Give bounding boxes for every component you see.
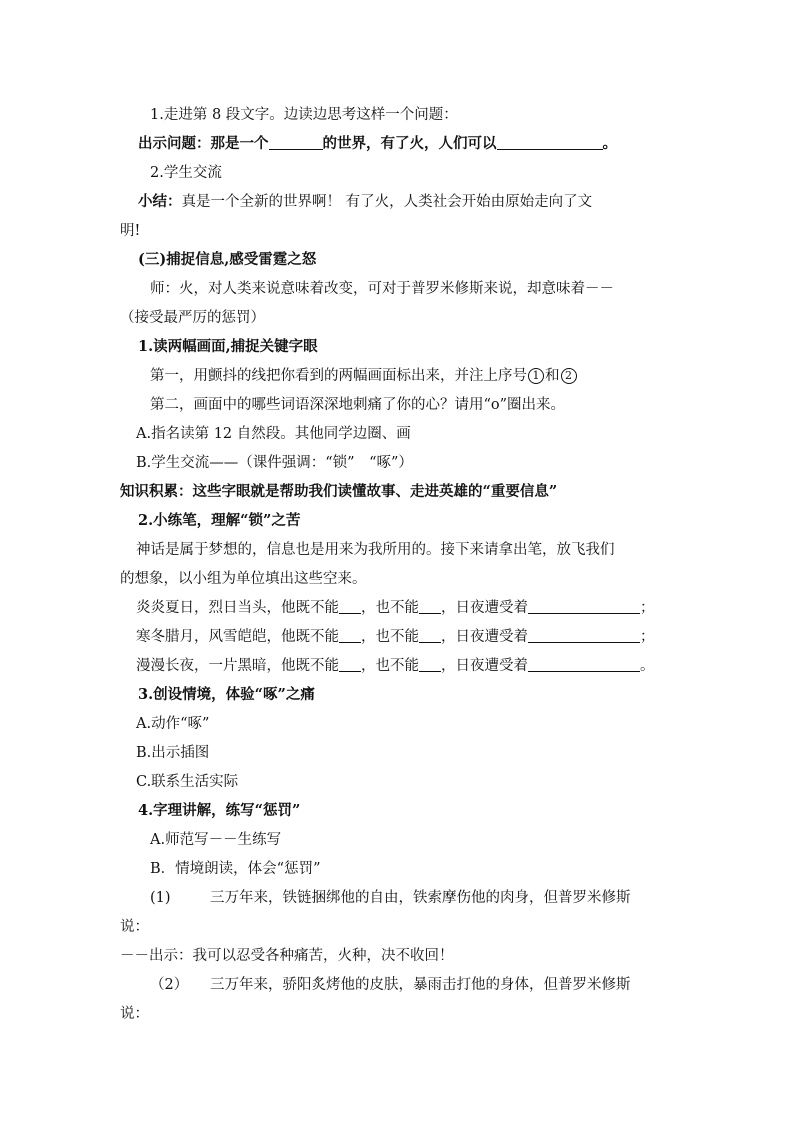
blank (339, 599, 361, 614)
blank (497, 135, 603, 150)
item-b: B.学生交流——（课件强调：“锁” “啄”） (136, 455, 413, 471)
quote-2-number: （2） (150, 977, 189, 993)
row-text: ，日夜遭受着 (441, 658, 528, 674)
item-4b: B．情境朗读，体会“惩罚” (150, 861, 321, 877)
summary-label: 小结： (138, 193, 182, 210)
section-3-heading: (三)捕捉信息,感受雷霆之怒 (138, 251, 317, 268)
quote-1-text: 三万年来，铁链捆绑他的自由，铁索摩伤他的肉身，但普罗米修斯 (210, 890, 631, 906)
circled-number-1: 1 (528, 368, 544, 384)
question-part-1: 出示问题：那是一个 (138, 135, 269, 152)
quote-1-display: －－出示：我可以忍受各种痛苦，火种，决不收回！ (120, 948, 454, 964)
row-text: ，也不能 (361, 629, 419, 645)
blank (419, 628, 441, 643)
row-text: ，也不能 (361, 658, 419, 674)
quote-1-said: 说： (120, 919, 149, 935)
blank (528, 599, 640, 614)
fill-row-winter (136, 627, 696, 647)
blank (419, 599, 441, 614)
circled-number-2: 2 (561, 368, 577, 384)
subheading-2: 2.小练笔，理解“锁”之苦 (138, 512, 301, 529)
item-a: A.指名读第 12 自然段。其他同学边圈、画 (136, 426, 411, 442)
step-1-text: 1.走进第 8 段文字。边读边思考这样一个问题： (150, 107, 458, 123)
question-line (138, 134, 698, 154)
subheading-3: 3.创设情境，体验“啄”之痛 (138, 686, 315, 703)
quote-2-said: 说： (120, 1006, 149, 1022)
blank (269, 135, 323, 150)
first-instruction-text: 第一，用颤抖的线把你看到的两幅画面标出来，并注上序号 (150, 368, 527, 384)
fill-row-night (136, 656, 696, 676)
teacher-line-1: 师：火，对人类来说意味着改变，可对于普罗米修斯来说，却意味着－－ (150, 281, 614, 297)
blank (419, 657, 441, 672)
subheading-4: 4.字理讲解，练写“惩罚” (138, 802, 301, 819)
row-text: 漫漫长夜，一片黑暗，他既不能 (136, 658, 339, 674)
row-text: 。 (640, 658, 655, 674)
knowledge-note: 知识积累：这些字眼就是帮助我们读懂故事、走进英雄的“重要信息” (120, 483, 558, 500)
subheading-1: 1.读两幅画面,捕捉关键字眼 (138, 338, 318, 355)
question-part-2: 的世界，有了火，人们可以 (322, 135, 497, 152)
myth-paragraph-2: 的想象，以小组为单位填出这些空来。 (120, 571, 367, 587)
item-3a: A.动作“啄” (136, 716, 210, 732)
item-4a: A.师范写－－生练写 (150, 832, 282, 848)
blank (528, 628, 640, 643)
row-text: 寒冬腊月，风雪皑皑，他既不能 (136, 629, 339, 645)
summary-text: 真是一个全新的世界啊！ 有了火，人类社会开始由原始走向了文 (181, 194, 593, 210)
and-text: 和 (545, 368, 560, 384)
blank (528, 657, 640, 672)
myth-paragraph-1: 神话是属于梦想的，信息也是用来为我所用的。接下来请拿出笔，放飞我们 (136, 542, 615, 558)
row-text: ； (640, 600, 655, 616)
first-instruction (150, 366, 710, 386)
row-text: 炎炎夏日，烈日当头，他既不能 (136, 600, 339, 616)
teacher-line-2: （接受最严厉的惩罚） (120, 310, 265, 326)
row-text: ； (640, 629, 655, 645)
quote-1-number: (1) (150, 890, 171, 906)
quote-2-text: 三万年来，骄阳炙烤他的皮肤，暴雨击打他的身体，但普罗米修斯 (210, 977, 631, 993)
second-instruction: 第二，画面中的哪些词语深深地刺痛了你的心？请用“o”圈出来。 (150, 397, 566, 413)
summary-line-1 (138, 192, 698, 212)
fill-row-summer (136, 598, 696, 618)
row-text: ，也不能 (361, 600, 419, 616)
blank (339, 657, 361, 672)
question-part-3: 。 (602, 135, 617, 152)
row-text: ，日夜遭受着 (441, 600, 528, 616)
item-3b: B.出示插图 (136, 745, 210, 761)
item-3c: C.联系生活实际 (136, 774, 239, 790)
step-2-text: 2.学生交流 (150, 165, 222, 181)
blank (339, 628, 361, 643)
row-text: ，日夜遭受着 (441, 629, 528, 645)
summary-line-2: 明! (120, 223, 141, 239)
